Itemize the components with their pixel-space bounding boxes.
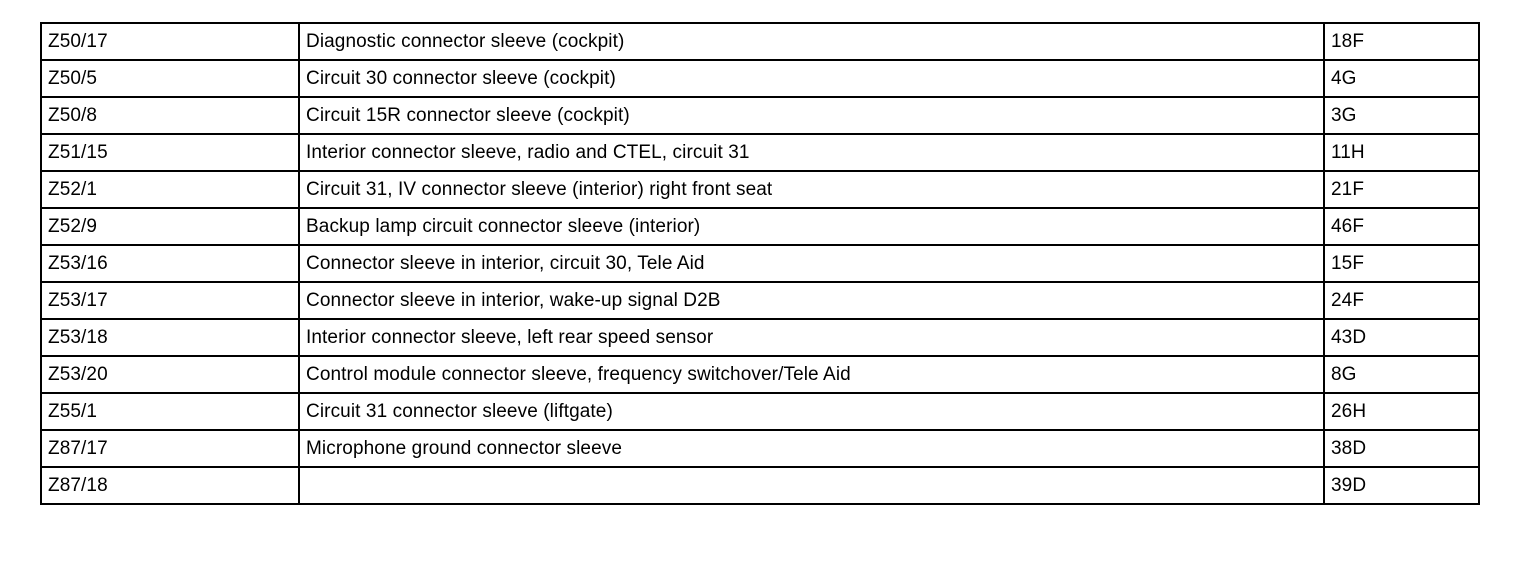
connector-sleeve-table <box>40 22 1480 505</box>
table-row <box>41 97 1479 134</box>
description-cell: Interior connector sleeve, left rear speed sensor <box>299 319 1324 356</box>
table-row <box>41 171 1479 208</box>
description-cell: Diagnostic connector sleeve (cockpit) <box>299 23 1324 60</box>
table-row <box>41 134 1479 171</box>
connector-table-container <box>40 22 1478 505</box>
component-id-cell: Z87/17 <box>41 430 299 467</box>
component-id-cell: Z53/20 <box>41 356 299 393</box>
description-cell <box>299 467 1324 504</box>
component-id-cell: Z55/1 <box>41 393 299 430</box>
grid-location-cell: 3G <box>1324 97 1479 134</box>
description-cell: Circuit 15R connector sleeve (cockpit) <box>299 97 1324 134</box>
table-row <box>41 393 1479 430</box>
description-cell: Microphone ground connector sleeve <box>299 430 1324 467</box>
table-row <box>41 60 1479 97</box>
grid-location-cell: 43D <box>1324 319 1479 356</box>
component-id-cell: Z87/18 <box>41 467 299 504</box>
description-cell: Connector sleeve in interior, circuit 30, Tele Aid <box>299 245 1324 282</box>
component-id-cell: Z51/15 <box>41 134 299 171</box>
table-row <box>41 282 1479 319</box>
description-cell: Interior connector sleeve, radio and CTEL, circuit 31 <box>299 134 1324 171</box>
grid-location-cell: 38D <box>1324 430 1479 467</box>
component-id-cell: Z53/18 <box>41 319 299 356</box>
table-row <box>41 467 1479 504</box>
description-cell: Circuit 30 connector sleeve (cockpit) <box>299 60 1324 97</box>
description-cell: Backup lamp circuit connector sleeve (interior) <box>299 208 1324 245</box>
description-cell: Circuit 31 connector sleeve (liftgate) <box>299 393 1324 430</box>
table-row <box>41 319 1479 356</box>
table-row <box>41 23 1479 60</box>
description-cell: Control module connector sleeve, frequency switchover/Tele Aid <box>299 356 1324 393</box>
grid-location-cell: 8G <box>1324 356 1479 393</box>
grid-location-cell: 11H <box>1324 134 1479 171</box>
component-id-cell: Z50/8 <box>41 97 299 134</box>
component-id-cell: Z50/5 <box>41 60 299 97</box>
table-row <box>41 430 1479 467</box>
grid-location-cell: 39D <box>1324 467 1479 504</box>
component-id-cell: Z52/9 <box>41 208 299 245</box>
grid-location-cell: 46F <box>1324 208 1479 245</box>
grid-location-cell: 18F <box>1324 23 1479 60</box>
table-row <box>41 208 1479 245</box>
table-row <box>41 356 1479 393</box>
grid-location-cell: 21F <box>1324 171 1479 208</box>
grid-location-cell: 15F <box>1324 245 1479 282</box>
component-id-cell: Z52/1 <box>41 171 299 208</box>
grid-location-cell: 24F <box>1324 282 1479 319</box>
table-row <box>41 245 1479 282</box>
component-id-cell: Z53/17 <box>41 282 299 319</box>
description-cell: Connector sleeve in interior, wake-up signal D2B <box>299 282 1324 319</box>
component-id-cell: Z53/16 <box>41 245 299 282</box>
description-cell: Circuit 31, IV connector sleeve (interior) right front seat <box>299 171 1324 208</box>
grid-location-cell: 4G <box>1324 60 1479 97</box>
grid-location-cell: 26H <box>1324 393 1479 430</box>
component-id-cell: Z50/17 <box>41 23 299 60</box>
